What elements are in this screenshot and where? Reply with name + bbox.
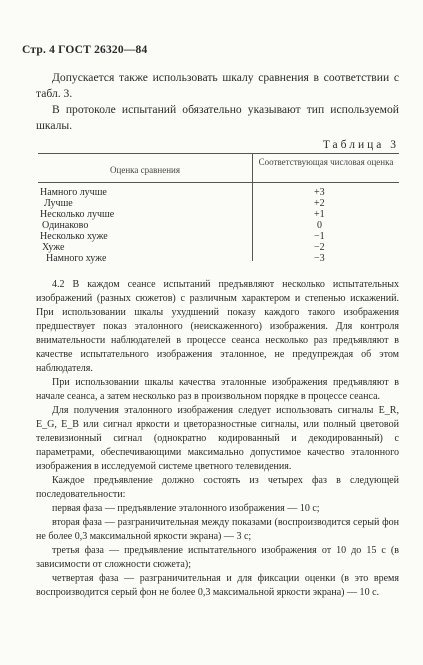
table-row-grade: Лучше xyxy=(44,198,73,209)
page-header: Стр. 4 ГОСТ 26320—84 xyxy=(22,44,148,56)
table-row xyxy=(38,198,399,209)
table-row-value: 0 xyxy=(317,220,322,231)
table-row xyxy=(38,187,399,198)
table-row xyxy=(38,231,399,242)
phase-1: первая фаза — предъявление эталонного изображения — 10 с; xyxy=(52,503,320,514)
table-row-grade: Несколько хуже xyxy=(40,231,108,242)
table-row-value: −3 xyxy=(314,253,325,264)
table-row-value: +3 xyxy=(314,187,325,198)
table-row-grade: Намного лучше xyxy=(40,187,107,198)
table-row-value: +2 xyxy=(314,198,325,209)
table-row xyxy=(38,253,399,264)
table-row-value: −1 xyxy=(314,231,325,242)
table-row xyxy=(38,209,399,220)
phase-3: третья фаза — предъявление испытательного изображения от 10 до 15 с (в зависимости от сложности сюжета); xyxy=(36,545,399,571)
table-row-grade: Хуже xyxy=(42,242,65,253)
paragraph-protocol: В протоколе испытаний обязательно указывают тип используемой шкалы. xyxy=(36,103,399,133)
table-row xyxy=(38,242,399,253)
table-row-grade: Несколько лучше xyxy=(40,209,115,220)
table-header-value: Соответствующая числовая оценка xyxy=(258,157,394,167)
table-header-rule xyxy=(38,182,399,183)
table-title: Таблица 3 xyxy=(322,139,399,151)
table-header-grade: Оценка сравнения xyxy=(110,165,180,175)
table-top-rule xyxy=(38,153,399,154)
table-row-grade: Одинаково xyxy=(42,220,89,231)
paragraph-phases-intro: Каждое предъявление должно состоять из четырех фаз в следующей последовательности: xyxy=(36,475,399,501)
phase-2: вторая фаза — разграничительная между показами (воспроизводится серый фон не более 0,3 максимальной яркости экрана) — 3 с; xyxy=(36,517,399,543)
paragraph-comparison-scale: Допускается также использовать шкалу сравнения в соответствии с табл. 3. xyxy=(36,71,399,101)
table-row xyxy=(38,220,399,231)
paragraph-quality-scale: При использовании шкалы качества эталонные изображения предъявляют в начале сеанса, а затем несколько раз в произвольном порядке в процессе сеанса. xyxy=(36,377,399,403)
comparison-table xyxy=(38,153,399,263)
phase-4: четвертая фаза — разграничительная и для фиксации оценки (в это время воспроизводится серый фон не более 0,3 максимальной яркости экрана) — 10 с. xyxy=(36,573,399,599)
table-row-grade: Намного хуже xyxy=(46,253,107,264)
table-row-value: −2 xyxy=(314,242,325,253)
paragraph-reference-signals: Для получения эталонного изображения следует использовать сигналы E_R, E_G, E_B или сигнал яркости и цветоразностные сигналы, или полный цветовой телевизионный сигнал (однократно кодированный и декодированный) с параметрами, обеспечивающими максимально допустимое качество эталонного изображения в исследуемой системе цветного телевидения. xyxy=(36,405,399,473)
paragraph-4-2: 4.2 В каждом сеансе испытаний предъявляют несколько испытательных изображений (разных сюжетов) с различным характером и степенью искажений. При использовании шкалы ухудшений показу каждого такого изображения предшествует показ эталонного (неискаженного) изображения. Для контроля внимательности наблюдателей в процессе сеанса несколько раз предъявляют в качестве испытательного изображения эталонное, не предупреждая об этом наблюдателя. xyxy=(36,279,399,375)
table-row-value: +1 xyxy=(314,209,325,220)
